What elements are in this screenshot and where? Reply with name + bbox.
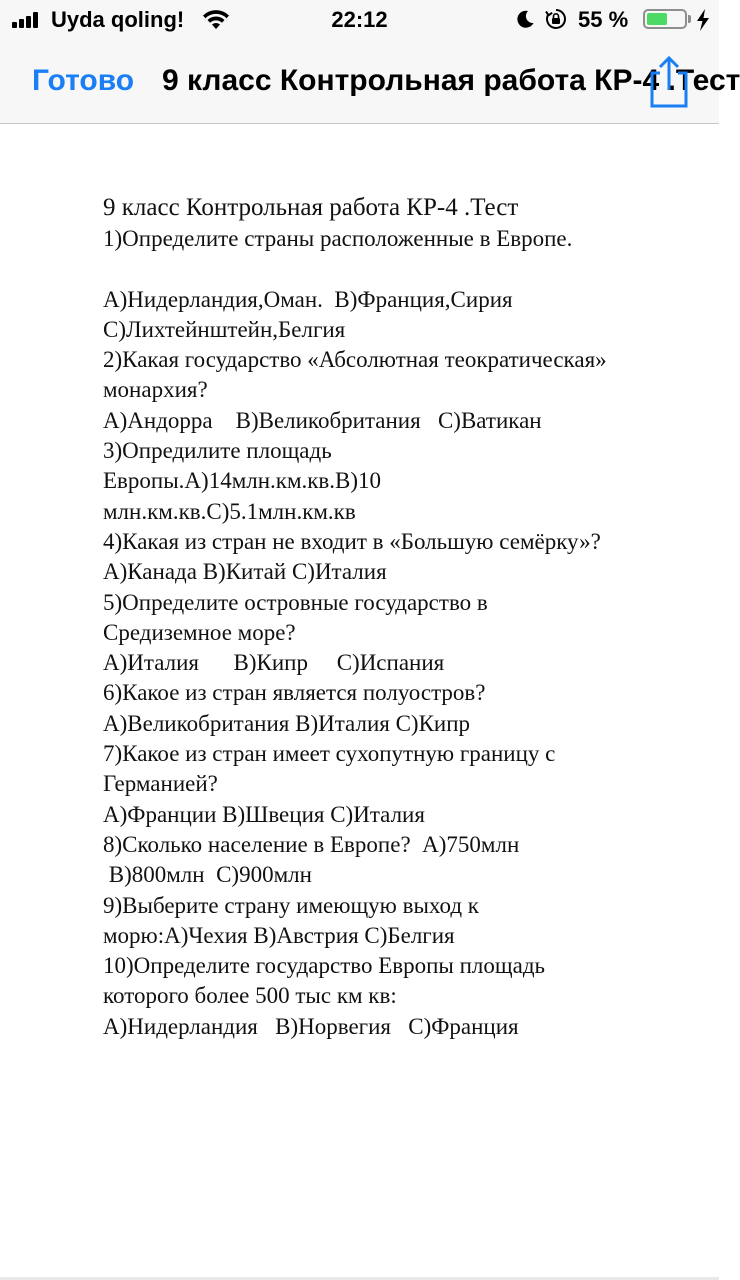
document-line: A)Франции B)Швеция C)Италия: [103, 801, 425, 827]
navigation-bar: [0, 40, 740, 124]
document-line: A)Великобритания B)Италия C)Кипр: [103, 710, 471, 736]
orientation-lock-icon: [545, 8, 567, 30]
document-line: 8)Сколько население в Европе? A)750млн: [103, 831, 520, 857]
document-title-header: 9 класс Контрольная работа КР-4 .Тест: [162, 64, 740, 97]
document-line: A)Италия B)Кипр C)Испания: [103, 650, 445, 676]
battery-tip: [688, 15, 691, 23]
document-viewer[interactable]: [0, 124, 719, 1277]
document-line: 2)Какая государство «Абсолютная теократическая»: [103, 347, 607, 373]
document-line: 5)Определите островные государство в: [103, 589, 488, 615]
wifi-icon: [201, 8, 231, 30]
document-line: Германией?: [103, 771, 218, 797]
document-line: 9)Выберите страну имеющую выход к: [103, 892, 479, 918]
moon-icon: [515, 9, 535, 29]
battery-level-fill: [647, 13, 667, 25]
document-line: морю:A)Чехия B)Австрия C)Белгия: [103, 922, 455, 948]
status-bar: [0, 0, 719, 40]
document-line: Средиземное море?: [103, 619, 296, 645]
document-line: 10)Определите государство Европы площадь: [103, 953, 546, 979]
document-line: которого более 500 тыс км кв:: [103, 983, 397, 1009]
document-line: Европы.A)14млн.км.кв.B)10: [103, 468, 382, 494]
document-line: A)Андорра B)Великобритания C)Ватикан: [103, 407, 542, 433]
document-line: A)Нидерландия,Оман. B)Франция,Сирия: [103, 286, 513, 312]
document-heading: 9 класс Контрольная работа КР-4 .Тест: [103, 194, 519, 221]
document-line: млн.км.кв.C)5.1млн.км.кв: [103, 498, 356, 524]
document-line: C)Лихтейнштейн,Белгия: [103, 316, 346, 342]
document-line: 1)Определите страны расположенные в Европе.: [103, 226, 573, 251]
document-line: [103, 254, 703, 284]
document-line: монархия?: [103, 377, 208, 403]
carrier-name: Uyda qoling!: [51, 7, 185, 32]
document-lines: [103, 224, 703, 1042]
share-icon[interactable]: [646, 54, 692, 110]
document-line: A)Нидерландия B)Норвегия C)Франция: [103, 1013, 519, 1039]
document-line: 3)Опредилите площадь: [103, 438, 332, 464]
document-line: B)800млн C)900млн: [103, 862, 312, 888]
document-line: 7)Какое из стран имеет сухопутную границу с: [103, 741, 556, 767]
document-line: 6)Какое из стран является полуостров?: [103, 680, 486, 706]
signal-bars-icon: [12, 12, 46, 28]
document-line: 4)Какая из стран не входит в «Большую семёрку»?: [103, 528, 601, 554]
document-line: A)Канада B)Китай C)Италия: [103, 559, 387, 585]
status-time: 22:12: [331, 7, 388, 32]
charging-bolt-icon: [696, 9, 710, 31]
done-button[interactable]: Готово: [32, 64, 135, 97]
battery-icon: [643, 9, 687, 29]
document-page: [103, 192, 703, 1042]
battery-percent: 55 %: [578, 7, 629, 32]
